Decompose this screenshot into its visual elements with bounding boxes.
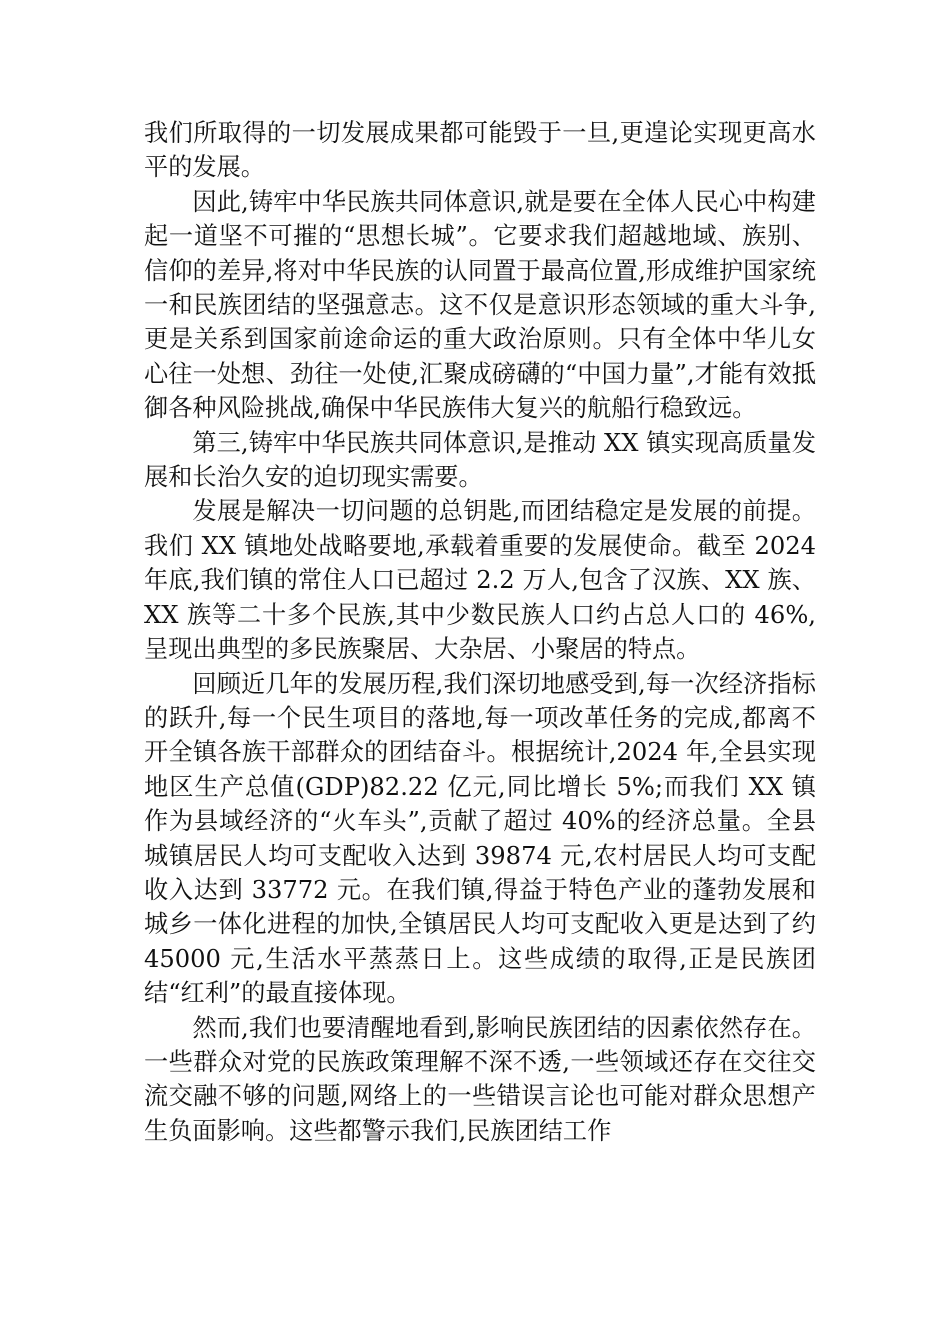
document-body: [144, 116, 816, 1148]
paragraph-point-three: 第三,铸牢中华民族共同体意识,是推动 XX 镇实现高质量发展和长治久安的迫切现实需要。: [144, 428, 816, 492]
paragraph-town-population: 发展是解决一切问题的总钥匙,而团结稳定是发展的前提。我们 XX 镇地处战略要地,承载着重要的发展使命。截至 2024 年底,我们镇的常住人口已超过 2.2 万人,包含了汉族、XX 族、XX 族等二十多个民族,其中少数民族人口约占总人口的 46%,呈现出典型的多民族聚居、大杂居、小聚居的特点。: [144, 497, 816, 664]
paragraph-challenges: 然而,我们也要清醒地看到,影响民族团结的因素依然存在。一些群众对党的民族政策理解不深不透,一些领域还存在交往交流交融不够的问题,网络上的一些错误言论也可能对群众思想产生负面影响。这些都警示我们,民族团结工作: [144, 1013, 816, 1145]
paragraph-economic-development: 回顾近几年的发展历程,我们深切地感受到,每一次经济指标的跃升,每一个民生项目的落地,每一项改革任务的完成,都离不开全镇各族干部群众的团结奋斗。根据统计,2024 年,全县实现地区生产总值(GDP)82.22 亿元,同比增长 5%;而我们 XX 镇作为县域经济的“火车头”,贡献了超过 40%的经济总量。全县城镇居民人均可支配收入达到 39874 元,农村居民人均可支配收入达到 33772 元。在我们镇,得益于特色产业的蓬勃发展和城乡一体化进程的加快,全镇居民人均可支配收入更是达到了约 45000 元,生活水平蒸蒸日上。这些成绩的取得,正是民族团结“红利”的最直接体现。: [144, 669, 816, 1008]
paragraph-ideological-great-wall: 因此,铸牢中华民族共同体意识,就是要在全体人民心中构建起一道坚不可摧的“思想长城”。它要求我们超越地域、族别、信仰的差异,将对中华民族的认同置于最高位置,形成维护国家统一和民族团结的坚强意志。这不仅是意识形态领域的重大斗争,更是关系到国家前途命运的重大政治原则。只有全体中华儿女心往一处想、劲往一处使,汇聚成磅礴的“中国力量”,才能有效抵御各种风险挑战,确保中华民族伟大复兴的航船行稳致远。: [144, 187, 816, 423]
paragraph-continuation: 我们所取得的一切发展成果都可能毁于一旦,更遑论实现更高水平的发展。: [144, 119, 816, 182]
